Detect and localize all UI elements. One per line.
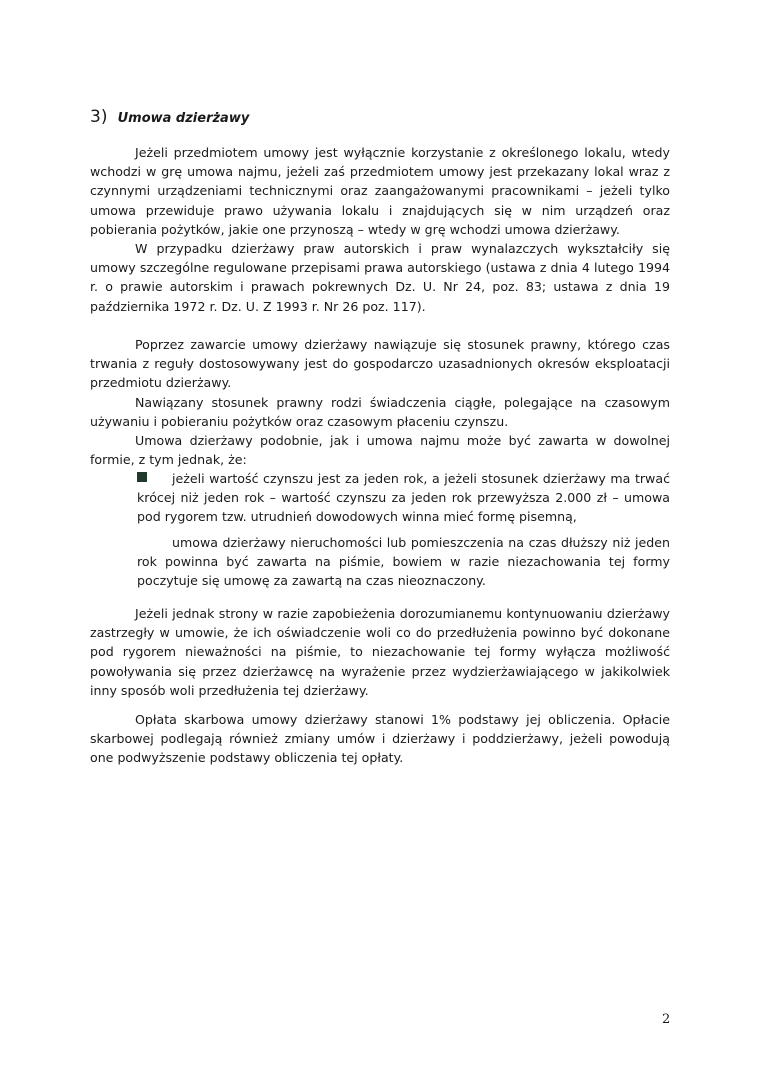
page-number: 2 bbox=[662, 1012, 671, 1027]
paragraph-2: W przypadku dzierżawy praw autorskich i praw wynalazczych wykształciły się umowy szczególne regulowane przepisami prawa autorskiego (ustawa z dnia 4 lutego 1994 r. o prawie autorskim i prawach pokrewnych Dz. U. Nr 24, poz. 83; ustawa z dnia 19 października 1972 r. Dz. U. Z 1993 r. Nr 26 poz. 117). bbox=[90, 241, 670, 314]
text-block-1 bbox=[90, 143, 670, 316]
paragraph-4: Nawiązany stosunek prawny rodzi świadczenia ciągłe, polegające na czasowym używaniu i pobieraniu pożytków oraz czasowym płaceniu czynszu. bbox=[90, 394, 670, 429]
paragraph-5: Umowa dzierżawy podobnie, jak i umowa najmu może być zawarta w dowolnej formie, z tym jednak, że: bbox=[90, 433, 670, 468]
text-block-4 bbox=[90, 710, 670, 768]
section-title: Umowa dzierżawy bbox=[117, 111, 250, 126]
list-item-text: umowa dzierżawy nieruchomości lub pomieszczenia na czas dłuższy niż jeden rok powinna być zawarta na piśmie, bowiem w razie niezachowania tej formy poczytuje się umowę za zawartą na czas nieoznaczony. bbox=[137, 534, 670, 589]
text-block-3 bbox=[90, 604, 670, 700]
list-item-text: jeżeli wartość czynszu jest za jeden rok, a jeżeli stosunek dzierżawy ma trwać krócej niż jeden rok – wartość czynszu za jeden rok przewyższa 2.000 zł – umowa pod rygorem tzw. utrudnień dowodowych winna mieć formę pisemną, bbox=[137, 471, 670, 525]
paragraph-6: Jeżeli jednak strony w razie zapobieżenia dorozumianemu kontynuowaniu dzierżawy zastrzegły w umowie, że ich oświadczenie woli co do przedłużenia powinno być dokonane pod rygorem nieważności na piśmie, to niezachowanie tej formy wyłącza możliwość powoływania się przez dzierżawcę na wyrażenie przez wydzierżawiającego w jakikolwiek inny sposób woli przedłużenia tej dzierżawy. bbox=[90, 606, 670, 698]
paragraph-3: Poprzez zawarcie umowy dzierżawy nawiązuje się stosunek prawny, którego czas trwania z reguły dostosowywany jest do gospodarczo uzasadnionych okresów eksploatacji przedmiotu dzierżawy. bbox=[90, 337, 670, 391]
section-number: 3) bbox=[90, 107, 108, 127]
paragraph-1: Jeżeli przedmiotem umowy jest wyłącznie korzystanie z określonego lokalu, wtedy wchodzi w grę umowa najmu, jeżeli zaś przedmiotem umowy jest przekazany lokal wraz z czynnymi urządzeniami technicznymi oraz zaangażowanymi pracownikami – jeżeli tylko umowa przewiduje prawo używania lokalu i znajdujących się w nim urządzeń oraz pobierania pożytków, jakie one przynoszą – wtedy w grę wchodzi umowa dzierżawy. bbox=[90, 145, 670, 237]
list-item bbox=[137, 469, 670, 527]
square-bullet-icon bbox=[137, 472, 147, 482]
section-heading bbox=[90, 107, 249, 127]
paragraph-7: Opłata skarbowa umowy dzierżawy stanowi 1% podstawy jej obliczenia. Opłacie skarbowej podlegają również zmiany umów i dzierżawy i poddzierżawy, jeżeli powodują one podwyższenie podstawy obliczenia tej opłaty. bbox=[90, 712, 670, 766]
list-item bbox=[137, 533, 670, 591]
text-block-2 bbox=[90, 335, 670, 469]
requirements-list bbox=[137, 469, 670, 590]
